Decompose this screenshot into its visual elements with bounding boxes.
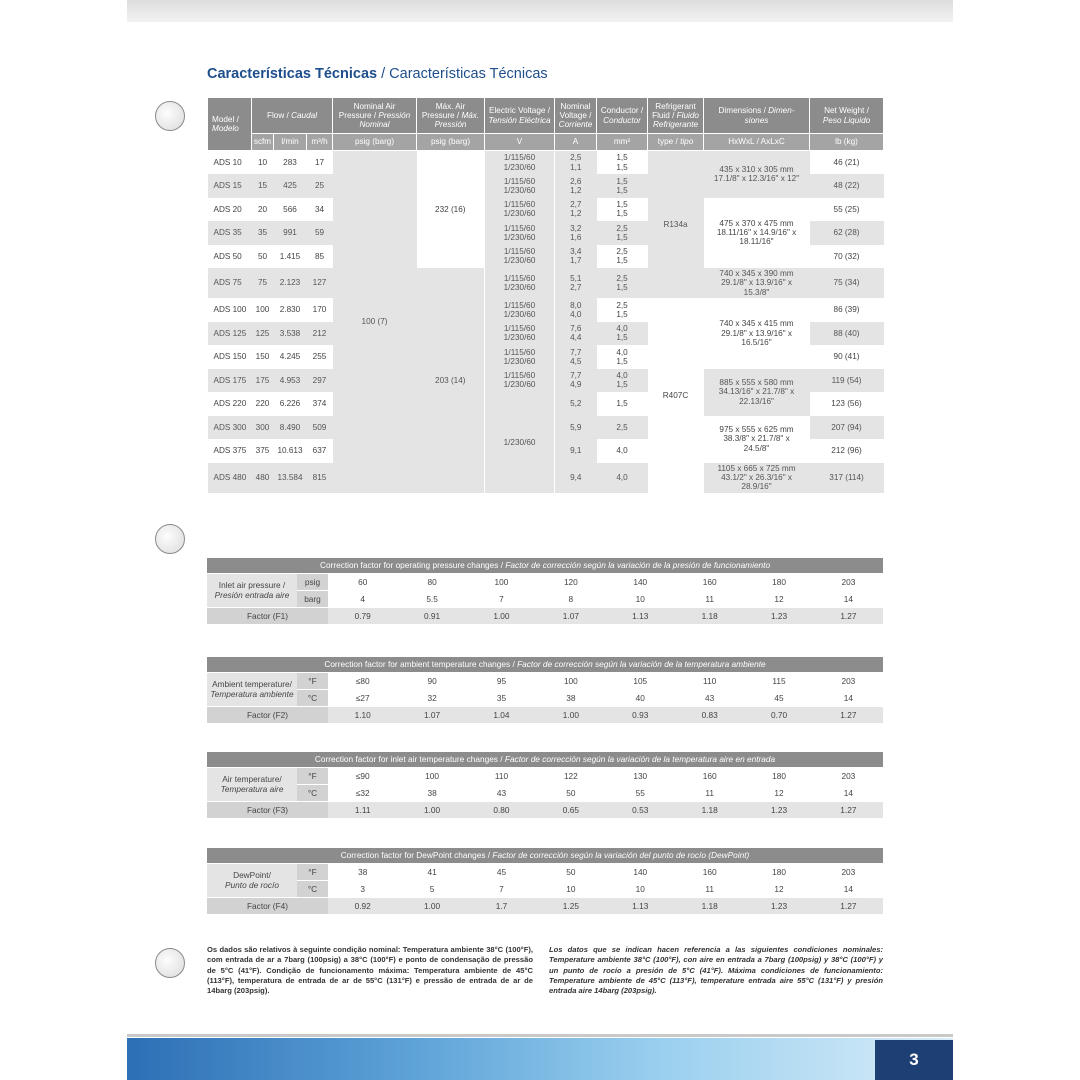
value-cell: 160 (675, 573, 744, 590)
value-cell: 100 (467, 573, 536, 590)
value-cell: 203 (814, 863, 883, 880)
factor-cell: 0.53 (606, 801, 675, 818)
cell-scfm: 10 (252, 151, 274, 175)
value-cell: 43 (467, 784, 536, 801)
cell-model: ADS 150 (208, 345, 252, 369)
cell-weight: 88 (40) (810, 322, 884, 346)
factor-label: Factor (F3) (207, 801, 328, 818)
cell-model: ADS 35 (208, 221, 252, 245)
cell-voltage: 1/115/60 1/230/60 (485, 245, 555, 269)
cell-conductor: 4,0 1,5 (597, 322, 648, 346)
title-bold: Características Técnicas (207, 66, 378, 82)
spec-table (207, 97, 884, 493)
cell-m3h: 637 (307, 439, 333, 463)
value-cell: 95 (467, 672, 536, 689)
correction-title: Correction factor for operating pressure changes / Factor de corrección según la variación de la presión de funcionamiento (207, 558, 883, 573)
right-margin (953, 0, 1080, 1080)
value-cell: ≤90 (328, 767, 397, 784)
cell-weight: 119 (54) (810, 369, 884, 393)
value-cell: 140 (606, 863, 675, 880)
cell-scfm: 15 (252, 174, 274, 198)
cell-lmin: 8.490 (274, 416, 307, 440)
factor-cell: 1.27 (814, 607, 883, 624)
col-model: Model / Modelo (208, 98, 252, 151)
cell-model: ADS 175 (208, 369, 252, 393)
footer-divider (127, 1034, 953, 1037)
cell-amps: 2,7 1,2 (555, 198, 597, 222)
cell-dims: 435 x 310 x 305 mm 17.1/8" x 12.3/16" x 12" (704, 151, 810, 198)
unit-scfm: scfm (252, 134, 274, 151)
cell-scfm: 100 (252, 298, 274, 322)
cell-voltage: 1/115/60 1/230/60 (485, 322, 555, 346)
cell-conductor: 2,5 1,5 (597, 298, 648, 322)
value-cell: 50 (536, 784, 605, 801)
cell-amps: 9,4 (555, 463, 597, 493)
value-cell: 10 (606, 880, 675, 897)
cell-m3h: 17 (307, 151, 333, 175)
correction-table-f3 (207, 752, 883, 819)
cell-amps: 7,6 4,4 (555, 322, 597, 346)
notes-portuguese: Os dados são relativos à seguinte condição nominal: Temperatura ambiente 38°C (100°F), com entrada de ar a 7barg (100psig) a 38°C (100°F) e ponto de condensação de pressão de 5°C (41°F). Condição de funcionamento máxima: Temperatura ambiente de 45°C (113°F), temperatura de entrada de ar de 55°C (131°F) e pressão de entrada de ar de 14barg (203psig). (207, 945, 533, 996)
factor-cell: 0.83 (675, 706, 744, 723)
col-voltage: Electric Voltage / Tensión Eléctrica (485, 98, 555, 134)
cell-voltage: 1/115/60 1/230/60 (485, 198, 555, 222)
cell-m3h: 509 (307, 416, 333, 440)
cell-weight: 75 (34) (810, 268, 884, 298)
value-cell: 160 (675, 767, 744, 784)
unit-celsius: °C (297, 689, 328, 706)
cell-m3h: 34 (307, 198, 333, 222)
cell-conductor: 2,5 1,5 (597, 245, 648, 269)
factor-cell: 1.27 (814, 897, 883, 914)
binder-hole-icon (155, 948, 185, 978)
cell-conductor: 2,5 (597, 416, 648, 440)
correction-label: Ambient temperature/ Temperatura ambiente (207, 672, 297, 706)
cell-m3h: 25 (307, 174, 333, 198)
value-cell: 7 (467, 880, 536, 897)
value-cell: 14 (814, 689, 883, 706)
value-cell: 203 (814, 573, 883, 590)
value-cell: 11 (675, 880, 744, 897)
cell-lmin: 566 (274, 198, 307, 222)
cell-amps: 2,6 1,2 (555, 174, 597, 198)
factor-cell: 1.25 (536, 897, 605, 914)
cell-weight: 90 (41) (810, 345, 884, 369)
cell-conductor: 1,5 1,5 (597, 151, 648, 175)
cell-dims: 885 x 555 x 580 mm 34.13/16" x 21.7/8" x 22.13/16" (704, 369, 810, 416)
value-cell: 5.5 (397, 590, 466, 607)
factor-cell: 1.18 (675, 801, 744, 818)
left-margin (0, 0, 127, 1080)
value-cell: 122 (536, 767, 605, 784)
page-number: 3 (875, 1040, 953, 1080)
cell-weight: 212 (96) (810, 439, 884, 463)
factor-cell: 1.00 (397, 801, 466, 818)
factor-cell: 1.04 (467, 706, 536, 723)
factor-label: Factor (F1) (207, 607, 328, 624)
cell-lmin: 13.584 (274, 463, 307, 493)
cell-lmin: 10.613 (274, 439, 307, 463)
unit-mm2: mm² (597, 134, 648, 151)
cell-lmin: 4.245 (274, 345, 307, 369)
cell-weight: 55 (25) (810, 198, 884, 222)
cell-lmin: 4.953 (274, 369, 307, 393)
value-cell: 38 (536, 689, 605, 706)
cell-scfm: 220 (252, 392, 274, 416)
value-cell: 105 (606, 672, 675, 689)
unit-barg: barg (297, 590, 328, 607)
cell-m3h: 127 (307, 268, 333, 298)
cell-model: ADS 50 (208, 245, 252, 269)
value-cell: 11 (675, 784, 744, 801)
cell-scfm: 480 (252, 463, 274, 493)
factor-cell: 1.18 (675, 607, 744, 624)
value-cell: 12 (744, 784, 813, 801)
value-cell: 8 (536, 590, 605, 607)
unit-amp: A (555, 134, 597, 151)
cell-scfm: 20 (252, 198, 274, 222)
factor-cell: 1.18 (675, 897, 744, 914)
cell-model: ADS 220 (208, 392, 252, 416)
cell-m3h: 170 (307, 298, 333, 322)
cell-model: ADS 300 (208, 416, 252, 440)
cell-voltage-large: 1/230/60 (485, 392, 555, 493)
value-cell: 38 (328, 863, 397, 880)
cell-max-pressure-b: 203 (14) (417, 268, 485, 493)
col-nominal-air: Nominal Air Pressure / Pressión Nominal (333, 98, 417, 134)
value-cell: ≤32 (328, 784, 397, 801)
unit-weight: lb (kg) (810, 134, 884, 151)
value-cell: 180 (744, 863, 813, 880)
cell-lmin: 283 (274, 151, 307, 175)
cell-scfm: 50 (252, 245, 274, 269)
cell-conductor: 1,5 1,5 (597, 174, 648, 198)
page-title (207, 66, 548, 82)
col-flow: Flow / Caudal (252, 98, 333, 134)
cell-amps: 7,7 4,9 (555, 369, 597, 393)
cell-amps: 3,2 1,6 (555, 221, 597, 245)
table-row (208, 298, 884, 322)
cell-scfm: 375 (252, 439, 274, 463)
value-cell: 115 (744, 672, 813, 689)
title-separator: / (377, 66, 390, 82)
factor-cell: 1.23 (744, 897, 813, 914)
cell-m3h: 815 (307, 463, 333, 493)
value-cell: 5 (397, 880, 466, 897)
cell-weight: 207 (94) (810, 416, 884, 440)
cell-conductor: 2,5 1,5 (597, 268, 648, 298)
cell-conductor: 4,0 1,5 (597, 345, 648, 369)
cell-dims: 475 x 370 x 475 mm 18.11/16" x 14.9/16" x 18.11/16" (704, 198, 810, 269)
cell-model: ADS 480 (208, 463, 252, 493)
factor-cell: 1.7 (467, 897, 536, 914)
cell-amps: 9,1 (555, 439, 597, 463)
factor-cell: 0.80 (467, 801, 536, 818)
cell-max-pressure-a: 232 (16) (417, 151, 485, 269)
value-cell: 60 (328, 573, 397, 590)
cell-lmin: 1.415 (274, 245, 307, 269)
cell-weight: 123 (56) (810, 392, 884, 416)
factor-cell: 1.13 (606, 607, 675, 624)
unit-type: type / tipo (648, 134, 704, 151)
value-cell: ≤80 (328, 672, 397, 689)
cell-amps: 5,2 (555, 392, 597, 416)
footer-band (127, 1038, 953, 1080)
table-row (208, 268, 884, 298)
cell-lmin: 2.830 (274, 298, 307, 322)
cell-voltage: 1/115/60 1/230/60 (485, 151, 555, 175)
cell-model: ADS 375 (208, 439, 252, 463)
value-cell: 140 (606, 573, 675, 590)
cell-amps: 5,9 (555, 416, 597, 440)
cell-voltage: 1/115/60 1/230/60 (485, 345, 555, 369)
value-cell: 35 (467, 689, 536, 706)
value-cell: 38 (397, 784, 466, 801)
cell-conductor: 4,0 (597, 463, 648, 493)
cell-voltage: 1/115/60 1/230/60 (485, 174, 555, 198)
top-band (127, 0, 953, 22)
unit-fahrenheit: °F (297, 767, 328, 784)
binder-hole-icon (155, 524, 185, 554)
value-cell: 12 (744, 880, 813, 897)
cell-scfm: 75 (252, 268, 274, 298)
value-cell: 203 (814, 767, 883, 784)
cell-weight: 46 (21) (810, 151, 884, 175)
cell-conductor: 1,5 1,5 (597, 198, 648, 222)
cell-conductor: 4,0 1,5 (597, 369, 648, 393)
col-net-weight: Net Weight / Peso Liquido (810, 98, 884, 134)
cell-weight: 48 (22) (810, 174, 884, 198)
correction-table-f4 (207, 848, 883, 915)
correction-table-f1 (207, 558, 883, 625)
unit-m3h: m³/h (307, 134, 333, 151)
cell-amps: 5,1 2,7 (555, 268, 597, 298)
value-cell: 80 (397, 573, 466, 590)
factor-cell: 1.23 (744, 801, 813, 818)
cell-nominal-pressure: 100 (7) (333, 151, 417, 493)
cell-m3h: 374 (307, 392, 333, 416)
factor-cell: 1.11 (328, 801, 397, 818)
col-refrigerant: Refrigerant Fluid / Fluido Refrigerante (648, 98, 704, 134)
spec-header-row (208, 98, 884, 134)
cell-amps: 7,7 4,5 (555, 345, 597, 369)
factor-cell: 1.27 (814, 801, 883, 818)
factor-cell: 1.10 (328, 706, 397, 723)
cell-model: ADS 125 (208, 322, 252, 346)
factor-label: Factor (F2) (207, 706, 328, 723)
value-cell: 14 (814, 784, 883, 801)
cell-weight: 62 (28) (810, 221, 884, 245)
value-cell: 41 (397, 863, 466, 880)
value-cell: 160 (675, 863, 744, 880)
cell-dims: 740 x 345 x 390 mm 29.1/8" x 13.9/16" x 15.3/8" (704, 268, 810, 298)
cell-amps: 3,4 1,7 (555, 245, 597, 269)
value-cell: ≤27 (328, 689, 397, 706)
cell-lmin: 425 (274, 174, 307, 198)
cell-weight: 317 (114) (810, 463, 884, 493)
cell-weight: 70 (32) (810, 245, 884, 269)
table-row (208, 369, 884, 393)
cell-voltage: 1/115/60 1/230/60 (485, 268, 555, 298)
value-cell: 100 (536, 672, 605, 689)
value-cell: 43 (675, 689, 744, 706)
cell-scfm: 35 (252, 221, 274, 245)
factor-cell: 0.70 (744, 706, 813, 723)
unit-lmin: l/min (274, 134, 307, 151)
correction-title: Correction factor for inlet air temperature changes / Factor de corrección según la variación de la temperatura aire en entrada (207, 752, 883, 767)
unit-celsius: °C (297, 784, 328, 801)
unit-dims: HxWxL / AxLxC (704, 134, 810, 151)
value-cell: 32 (397, 689, 466, 706)
notes-spanish: Los datos que se indican hacen referencia a las siguientes condiciones nominales: Temperature ambiente 38°C (100°F), con aire en entrada a 7barg (100psig) y 38°C (100°F) y un punto de rocío a presión de 5°C (41°F). Máxima condiciones de funcionamiento: Temperature ambiente de 45°C (113°F), temperature entrada aire 55°C (131°F) y presión entrada aire 14barg (203psig). (549, 945, 883, 996)
correction-title: Correction factor for ambient temperature changes / Factor de corrección según la variación de la temperatura ambiente (207, 657, 883, 672)
cell-lmin: 3.538 (274, 322, 307, 346)
unit-fahrenheit: °F (297, 863, 328, 880)
cell-conductor: 4,0 (597, 439, 648, 463)
col-dimensions: Dimensions / Dimen- siones (704, 98, 810, 134)
correction-label: DewPoint/ Punto de rocío (207, 863, 297, 897)
cell-voltage: 1/115/60 1/230/60 (485, 369, 555, 393)
cell-scfm: 150 (252, 345, 274, 369)
value-cell: 180 (744, 573, 813, 590)
factor-label: Factor (F4) (207, 897, 328, 914)
cell-dims: 1105 x 665 x 725 mm 43.1/2" x 26.3/16" x 28.9/16" (704, 463, 810, 493)
cell-amps: 2,5 1,1 (555, 151, 597, 175)
factor-cell: 1.00 (397, 897, 466, 914)
cell-weight: 86 (39) (810, 298, 884, 322)
cell-voltage: 1/115/60 1/230/60 (485, 298, 555, 322)
table-row (208, 198, 884, 222)
cell-m3h: 85 (307, 245, 333, 269)
value-cell: 110 (467, 767, 536, 784)
correction-title: Correction factor for DewPoint changes / Factor de corrección según la variación del punto de rocío (DewPoint) (207, 848, 883, 863)
cell-amps: 8,0 4,0 (555, 298, 597, 322)
col-conductor: Conductor / Conductor (597, 98, 648, 134)
factor-cell: 1.07 (397, 706, 466, 723)
cell-model: ADS 10 (208, 151, 252, 175)
value-cell: 55 (606, 784, 675, 801)
cell-m3h: 255 (307, 345, 333, 369)
cell-scfm: 175 (252, 369, 274, 393)
unit-fahrenheit: °F (297, 672, 328, 689)
value-cell: 14 (814, 880, 883, 897)
cell-dims: 975 x 555 x 625 mm 38.3/8" x 21.7/8" x 24.5/8" (704, 416, 810, 463)
value-cell: 14 (814, 590, 883, 607)
factor-cell: 0.93 (606, 706, 675, 723)
unit-volt: V (485, 134, 555, 151)
factor-cell: 0.65 (536, 801, 605, 818)
col-nominal-voltage: Nominal Voltage / Corriente (555, 98, 597, 134)
factor-cell: 0.91 (397, 607, 466, 624)
unit-nominal-pressure: psig (barg) (333, 134, 417, 151)
value-cell: 203 (814, 672, 883, 689)
cell-model: ADS 20 (208, 198, 252, 222)
cell-scfm: 300 (252, 416, 274, 440)
cell-conductor: 2,5 1,5 (597, 221, 648, 245)
cell-scfm: 125 (252, 322, 274, 346)
cell-dims: 740 x 345 x 415 mm 29.1/8" x 13.9/16" x 16.5/16" (704, 298, 810, 369)
value-cell: 10 (536, 880, 605, 897)
value-cell: 90 (397, 672, 466, 689)
cell-m3h: 59 (307, 221, 333, 245)
value-cell: 45 (744, 689, 813, 706)
cell-conductor: 1,5 (597, 392, 648, 416)
spec-units-row (208, 134, 884, 151)
table-row (208, 151, 884, 175)
cell-m3h: 212 (307, 322, 333, 346)
factor-cell: 1.00 (536, 706, 605, 723)
title-rest: Características Técnicas (389, 66, 548, 82)
value-cell: 12 (744, 590, 813, 607)
factor-cell: 0.92 (328, 897, 397, 914)
unit-psig: psig (297, 573, 328, 590)
value-cell: 120 (536, 573, 605, 590)
value-cell: 50 (536, 863, 605, 880)
factor-cell: 0.79 (328, 607, 397, 624)
value-cell: 7 (467, 590, 536, 607)
cell-refrigerant-a: R134a (648, 151, 704, 299)
cell-refrigerant-b: R407C (648, 298, 704, 493)
unit-max-pressure: psig (barg) (417, 134, 485, 151)
unit-celsius: °C (297, 880, 328, 897)
value-cell: 130 (606, 767, 675, 784)
value-cell: 180 (744, 767, 813, 784)
document-page (127, 0, 953, 1080)
cell-lmin: 991 (274, 221, 307, 245)
value-cell: 11 (675, 590, 744, 607)
cell-voltage: 1/115/60 1/230/60 (485, 221, 555, 245)
factor-cell: 1.27 (814, 706, 883, 723)
factor-cell: 1.07 (536, 607, 605, 624)
cell-model: ADS 15 (208, 174, 252, 198)
value-cell: 10 (606, 590, 675, 607)
correction-table-f2 (207, 657, 883, 724)
col-max-air: Máx. Air Pressure / Máx. Pressión (417, 98, 485, 134)
cell-lmin: 6.226 (274, 392, 307, 416)
value-cell: 45 (467, 863, 536, 880)
value-cell: 40 (606, 689, 675, 706)
factor-cell: 1.13 (606, 897, 675, 914)
value-cell: 3 (328, 880, 397, 897)
value-cell: 100 (397, 767, 466, 784)
cell-model: ADS 100 (208, 298, 252, 322)
cell-m3h: 297 (307, 369, 333, 393)
factor-cell: 1.00 (467, 607, 536, 624)
correction-label: Inlet air pressure / Presión entrada aire (207, 573, 297, 607)
factor-cell: 1.23 (744, 607, 813, 624)
value-cell: 4 (328, 590, 397, 607)
value-cell: 110 (675, 672, 744, 689)
cell-lmin: 2.123 (274, 268, 307, 298)
binder-hole-icon (155, 101, 185, 131)
cell-model: ADS 75 (208, 268, 252, 298)
correction-label: Air temperature/ Temperatura aire (207, 767, 297, 801)
